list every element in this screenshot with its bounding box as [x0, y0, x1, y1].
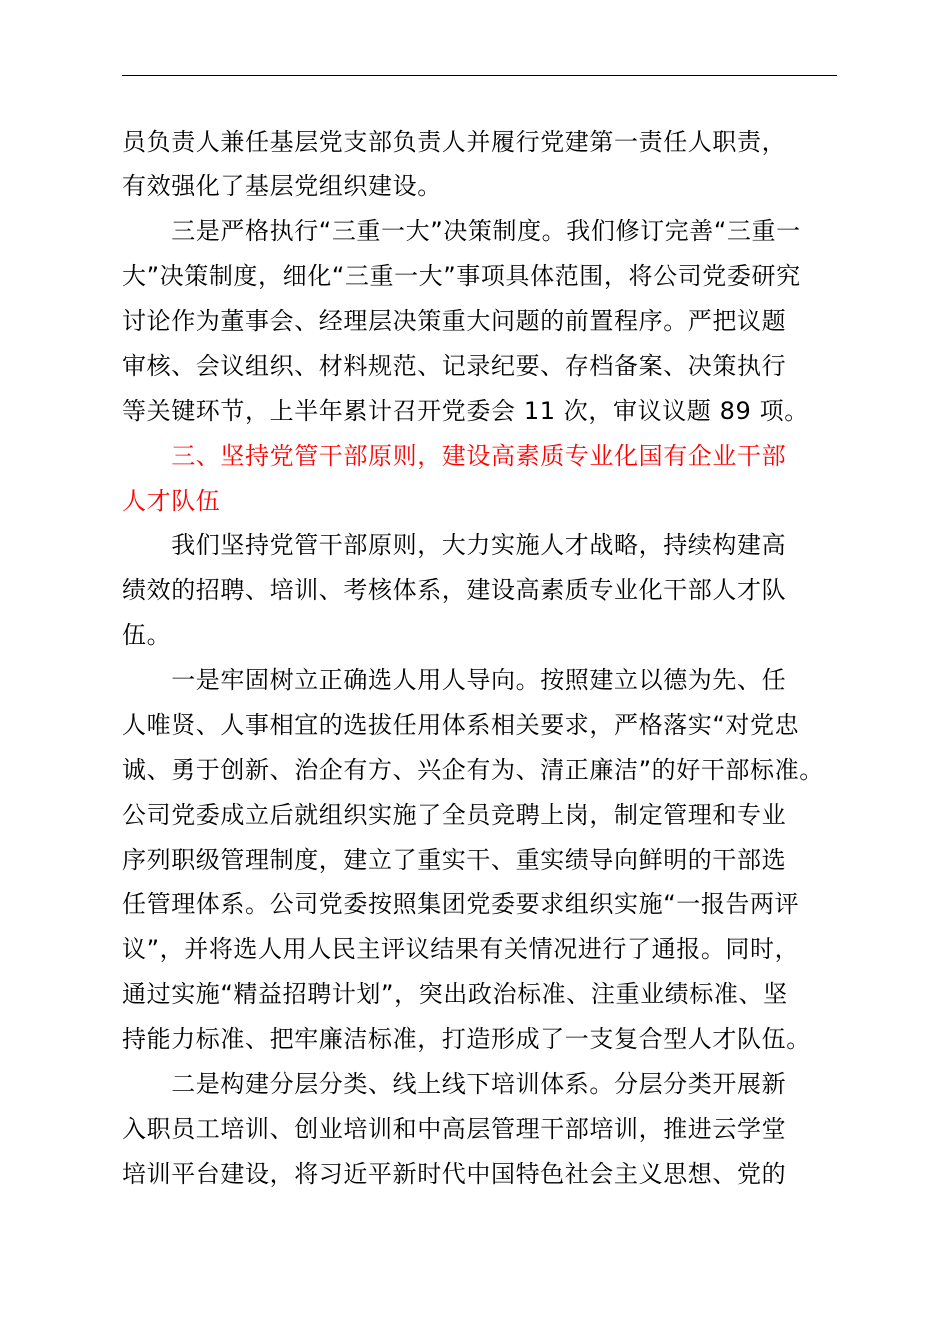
text-line: 讨论作为董事会、经理层决策重大问题的前置程序。严把议题 [122, 307, 787, 335]
text-line: 通过实施“精益招聘计划”，突出政治标准、注重业绩标准、坚 [122, 980, 788, 1008]
text-line: 培训平台建设，将习近平新时代中国特色社会主义思想、党的 [122, 1160, 787, 1188]
text-line: 诚、勇于创新、治企有方、兴企有为、清正廉洁”的好干部标准。 [122, 756, 824, 784]
text-line: 审核、会议组织、材料规范、记录纪要、存档备案、决策执行 [122, 352, 787, 380]
text-line: 绩效的招聘、培训、考核体系，建设高素质专业化干部人才队 [122, 576, 787, 604]
section-heading: 人才队伍 [122, 487, 221, 515]
text-line: 二是构建分层分类、线上线下培训体系。分层分类开展新 [122, 1070, 787, 1098]
section-heading: 三、坚持党管干部原则，建设高素质专业化国有企业干部 [122, 442, 787, 470]
text-line: 伍。 [122, 621, 172, 649]
text-line: 一是牢固树立正确选人用人导向。按照建立以德为先、任 [122, 666, 787, 694]
text-line: 员负责人兼任基层党支部负责人并履行党建第一责任人职责， [122, 128, 787, 156]
text-line: 三是严格执行“三重一大”决策制度。我们修订完善“三重一 [122, 217, 801, 245]
text-line: 大”决策制度，细化“三重一大”事项具体范围，将公司党委研究 [122, 262, 801, 290]
text-line: 人唯贤、人事相宜的选拔任用体系相关要求，严格落实“对党忠 [122, 711, 800, 739]
text-line: 入职员工培训、创业培训和中高层管理干部培训，推进云学堂 [122, 1115, 787, 1143]
header-rule [122, 75, 837, 76]
text-line: 等关键环节，上半年累计召开党委会 11 次，审议议题 89 项。 [122, 397, 809, 425]
text-line: 序列职级管理制度，建立了重实干、重实绩导向鲜明的干部选 [122, 846, 787, 874]
text-line: 我们坚持党管干部原则，大力实施人才战略，持续构建高 [122, 531, 787, 559]
text-line: 公司党委成立后就组织实施了全员竞聘上岗，制定管理和专业 [122, 801, 787, 829]
text-line: 持能力标准、把牢廉洁标准，打造形成了一支复合型人才队伍。 [122, 1025, 811, 1053]
text-line: 任管理体系。公司党委按照集团党委要求组织实施“一报告两评 [122, 890, 800, 918]
text-line: 有效强化了基层党组织建设。 [122, 172, 442, 200]
text-line: 议”，并将选人用人民主评议结果有关情况进行了通报。同时， [122, 935, 800, 963]
